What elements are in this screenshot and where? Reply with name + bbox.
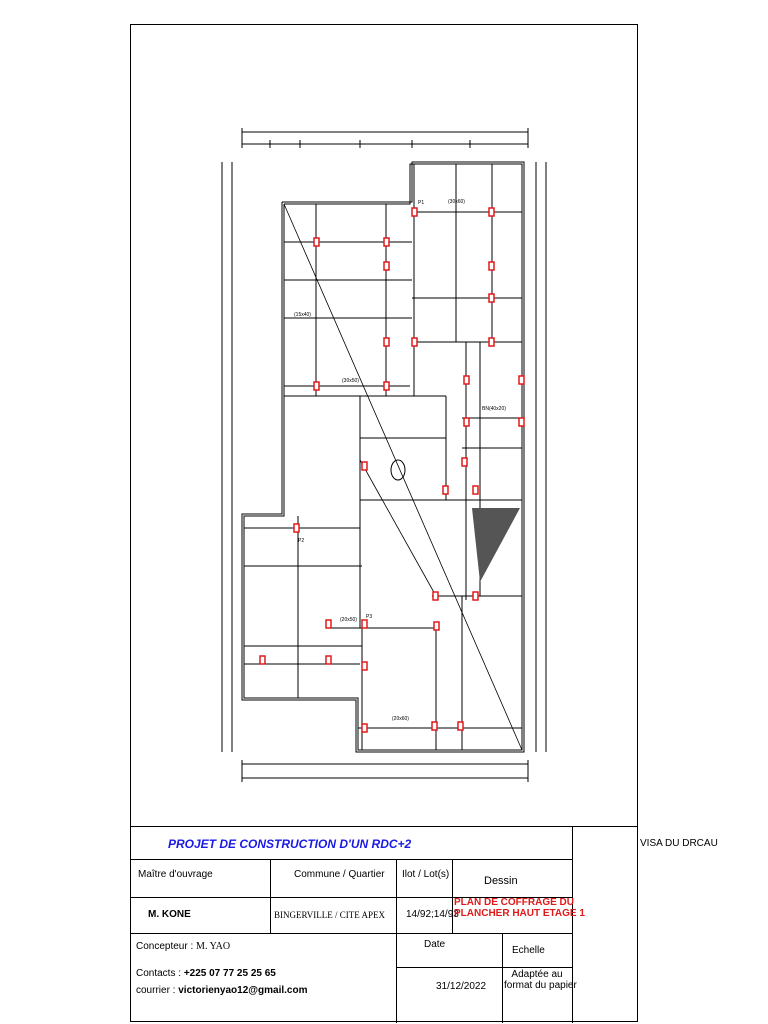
beam-label: (20x60)	[392, 716, 409, 722]
echelle-label: Echelle	[512, 945, 545, 956]
echelle-line-1: Adaptée au	[511, 969, 563, 980]
beam-label: (30x50)	[342, 378, 359, 384]
courrier	[136, 985, 307, 996]
divider	[270, 859, 271, 933]
dessin-line-2: PLANCHER HAUT ETAGE 1	[454, 908, 585, 919]
echelle-value	[504, 969, 577, 991]
concepteur-value: M. YAO	[196, 941, 231, 952]
beam-label: (20x50)	[340, 617, 357, 623]
ilot-value: 14/92;14/93	[406, 909, 459, 920]
divider	[130, 933, 572, 934]
divider	[452, 859, 453, 933]
dessin-label: Dessin	[484, 875, 518, 887]
dessin-line-1: PLAN DE COFFRAGE DU	[454, 897, 574, 908]
commune-value: BINGERVILLE / CITE APEX	[274, 910, 386, 920]
contacts-label: Contacts :	[136, 968, 182, 979]
concepteur-label: Concepteur :	[136, 941, 194, 952]
contacts-value: +225 07 77 25 25 65	[183, 968, 276, 979]
column-label: P3	[366, 614, 373, 620]
divider	[396, 859, 397, 1023]
column-label: P1	[418, 200, 425, 206]
date-label: Date	[424, 939, 446, 950]
dessin-value	[454, 897, 585, 919]
echelle-line-2: format du papier	[504, 980, 577, 991]
beam-label: BN(40x20)	[482, 406, 506, 412]
visa-label: VISA DU DRCAU	[640, 838, 718, 849]
beam-label: (30x60)	[448, 199, 465, 205]
ilot-label: Ilot / Lot(s)	[402, 869, 450, 880]
commune-label: Commune / Quartier	[294, 869, 385, 880]
title-block	[130, 826, 638, 1023]
divider	[572, 827, 573, 1023]
column-label: P2	[298, 538, 305, 544]
courrier-label: courrier :	[136, 985, 176, 996]
date-value: 31/12/2022	[436, 981, 487, 992]
divider	[502, 933, 503, 1023]
concepteur	[136, 941, 230, 952]
maitre-label: Maître d'ouvrage	[138, 869, 213, 880]
divider	[130, 859, 572, 860]
contacts	[136, 968, 276, 979]
divider	[396, 967, 572, 968]
beam-label: (15x40)	[294, 312, 311, 318]
courrier-value: victorienyao12@gmail.com	[178, 985, 308, 996]
project-title: PROJET DE CONSTRUCTION D'UN RDC+2	[168, 837, 412, 851]
maitre-value: M. KONE	[148, 909, 191, 920]
